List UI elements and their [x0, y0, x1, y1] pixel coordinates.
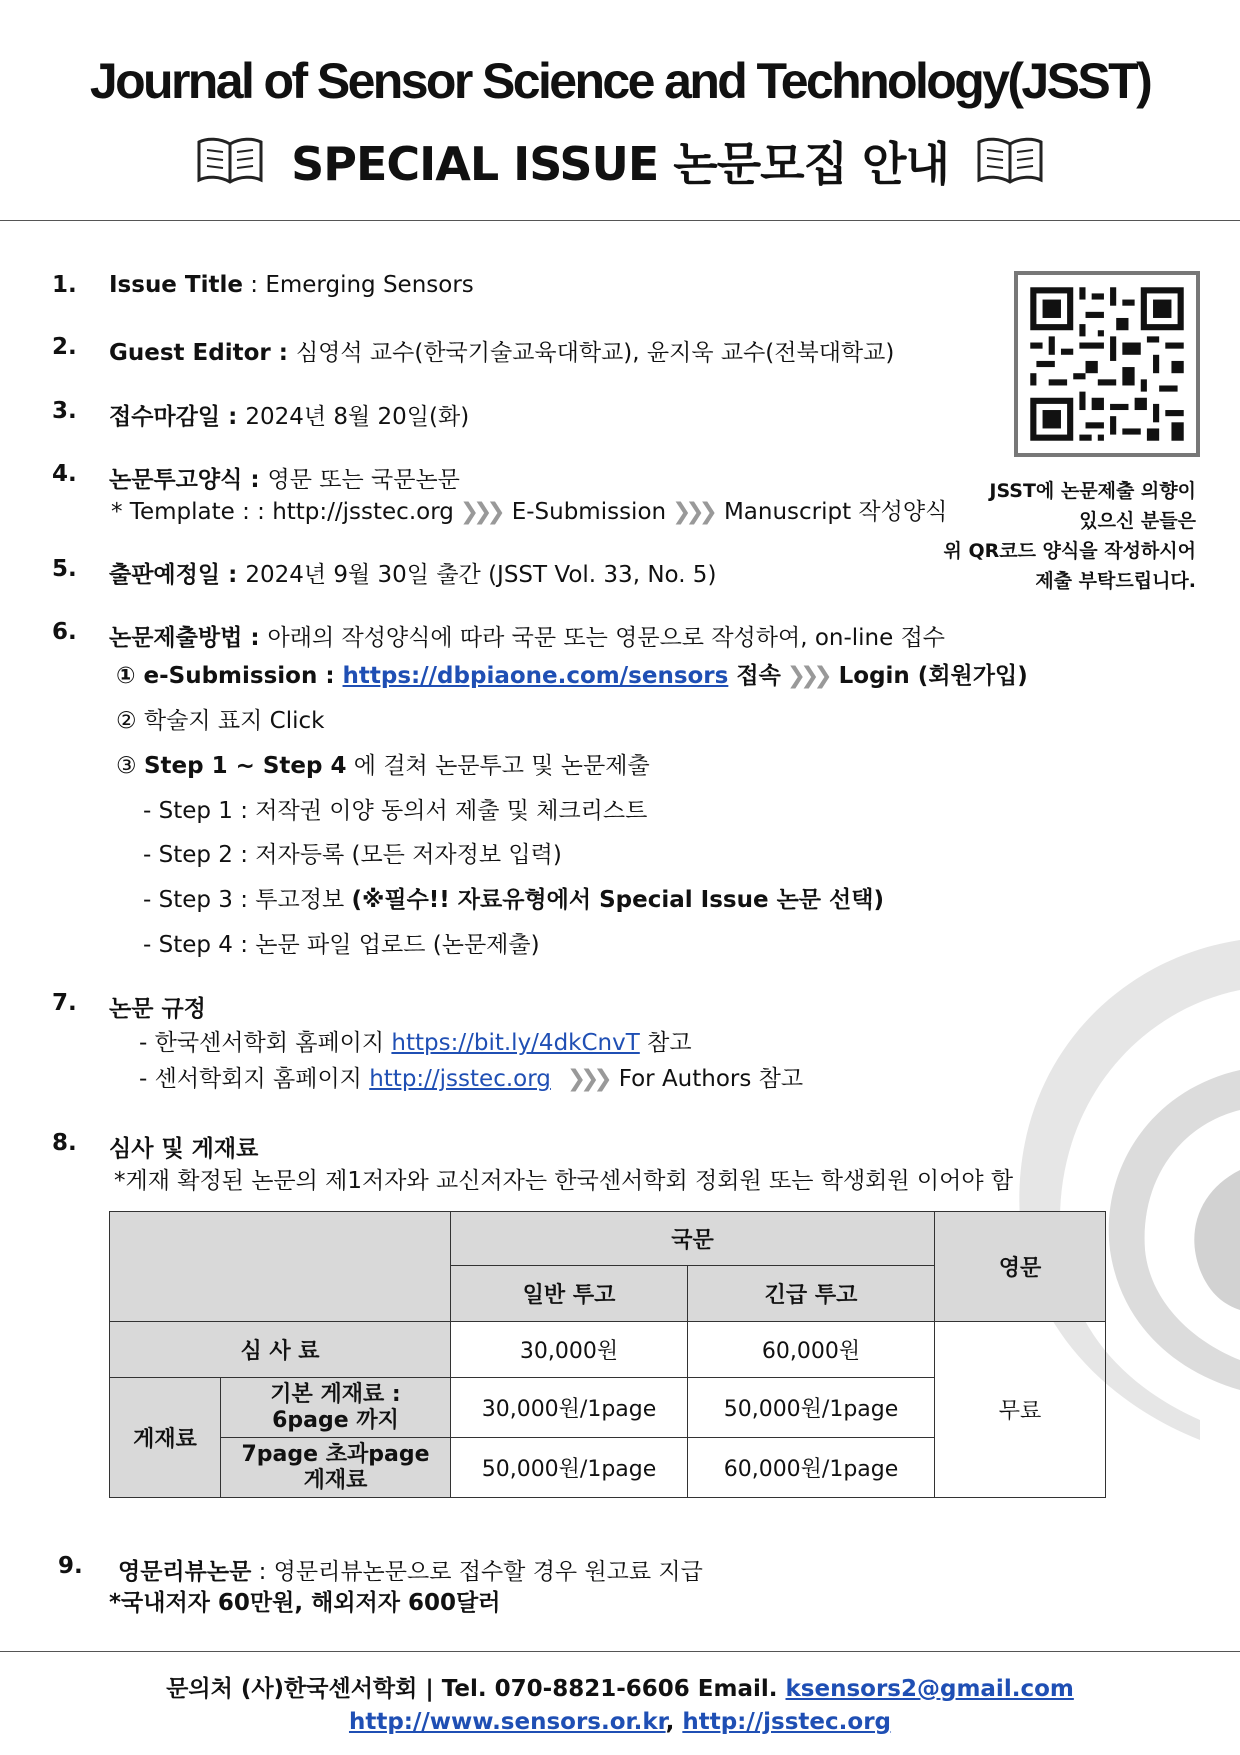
header-normal: 일반 투고 — [451, 1266, 688, 1322]
method-1-prefix: ① e-Submission : — [116, 663, 343, 689]
journal-title: Journal of Sensor Science and Technology(JSST) — [89, 53, 1151, 109]
method-1-end: Login (회원가입) — [838, 663, 1028, 689]
format-label: 논문투고양식 : — [109, 467, 268, 493]
qr-note-line: 위 QR코드 양식을 작성하시어 — [943, 540, 1196, 562]
item-number: 4. — [52, 461, 77, 487]
qr-note-line: 있으신 분들은 — [1079, 510, 1196, 532]
template-path — [111, 493, 947, 526]
qr-note-line: JSST에 논문제출 의향이 — [989, 480, 1196, 502]
template-prefix: * Template : : http://jsstec.org — [111, 499, 454, 525]
fee-table-corner — [110, 1212, 451, 1322]
header-divider — [0, 220, 1240, 221]
method-step-3 — [116, 747, 650, 780]
row-basic-fee: 기본 게재료 : 6page 까지 — [221, 1378, 451, 1438]
guest-editor-value: 심영석 교수(한국기술교육대학교), 윤지욱 교수(전북대학교) — [295, 340, 895, 366]
page-subtitle: SPECIAL ISSUE 논문모집 안내 — [291, 137, 949, 191]
english-fee: 무료 — [935, 1322, 1106, 1498]
item-number: 8. — [52, 1130, 77, 1156]
method-label: 논문제출방법 : — [109, 625, 268, 651]
publish-label: 출판예정일 : — [109, 562, 246, 588]
issue-title-label: Issue Title — [109, 272, 243, 298]
qr-note-line: 제출 부탁드립니다. — [1035, 570, 1196, 592]
qr-pattern — [1018, 275, 1196, 453]
publish-date — [109, 556, 716, 589]
step-2: - Step 2 : 저자등록 (모든 저자정보 입력) — [143, 842, 562, 868]
paper-format — [109, 461, 460, 494]
rules-2-prefix: - 센서학회지 홈페이지 — [139, 1066, 370, 1092]
chevron-right-icon: ❯❯❯ — [786, 663, 827, 689]
email-link[interactable]: ksensors2@gmail.com — [785, 1676, 1074, 1702]
row-publication-fee: 게재료 — [110, 1378, 221, 1498]
item-number: 5. — [52, 556, 77, 582]
esubmission-link[interactable]: https://dbpiaone.com/sensors — [342, 663, 729, 689]
rules-line-1 — [139, 1024, 692, 1057]
method-1-mid: 접속 — [728, 663, 781, 689]
footer-divider — [0, 1651, 1240, 1652]
header-urgent: 긴급 투고 — [688, 1266, 935, 1322]
chevron-right-icon: ❯❯❯ — [672, 499, 712, 525]
item-number: 3. — [52, 398, 77, 424]
url-separator: , — [665, 1709, 683, 1735]
review-note: *국내저자 60만원, 해외저자 600달러 — [109, 1590, 501, 1616]
basic-urgent-fee: 50,000원/1page — [688, 1378, 935, 1438]
item-number: 9. — [58, 1553, 83, 1579]
method-step-2: ② 학술지 표지 Click — [116, 708, 325, 734]
issue-title-value: : Emerging Sensors — [242, 272, 474, 298]
extra-normal-fee: 50,000원/1page — [451, 1438, 688, 1498]
footer-urls — [0, 1709, 1240, 1735]
row-extra-fee: 7page 초과page 게재료 — [221, 1438, 451, 1498]
book-icon — [195, 134, 265, 188]
submission-method — [109, 619, 945, 652]
guest-editor — [109, 334, 894, 367]
fee-note: *게재 확정된 논문의 제1저자와 교신저자는 한국센서학회 정회원 또는 학생회원 이어야 함 — [114, 1168, 1014, 1194]
chevron-right-icon: ❯❯❯ — [566, 1066, 607, 1092]
template-step2: Manuscript 작성양식 — [723, 499, 948, 525]
qr-code[interactable] — [1014, 271, 1200, 457]
review-value: : 영문리뷰논문으로 접수할 경우 원고료 지급 — [251, 1559, 703, 1585]
publish-value: 2024년 9월 30일 출간 (JSST Vol. 33, No. 5) — [245, 562, 717, 588]
rules-label: 논문 규정 — [109, 996, 206, 1022]
step-1: - Step 1 : 저작권 이양 동의서 제출 및 체크리스트 — [143, 798, 648, 824]
header-english: 영문 — [935, 1212, 1106, 1322]
rules-1-suffix: 참고 — [639, 1030, 692, 1056]
method-3-prefix: ③ — [116, 753, 144, 779]
item-number: 7. — [52, 990, 77, 1016]
guest-editor-label: Guest Editor : — [109, 340, 296, 366]
step-3-prefix: - Step 3 : 투고정보 — [143, 887, 352, 913]
method-3-bold: Step 1 ~ Step 4 — [143, 753, 347, 779]
contact-line — [0, 1670, 1240, 1703]
step-3-bold: (※필수!! 자료유형에서 Special Issue 논문 선택) — [351, 887, 884, 913]
header-domestic: 국문 — [451, 1212, 935, 1266]
basic-normal-fee: 30,000원/1page — [451, 1378, 688, 1438]
deadline-value: 2024년 8월 20일(화) — [245, 404, 470, 430]
chevron-right-icon: ❯❯❯ — [459, 499, 500, 525]
item-number: 6. — [52, 619, 77, 645]
format-value: 영문 또는 국문논문 — [267, 467, 460, 493]
template-step1: E-Submission — [511, 499, 667, 525]
review-paper — [118, 1553, 703, 1586]
review-urgent-fee: 60,000원 — [688, 1322, 935, 1378]
method-step-1 — [116, 657, 1028, 690]
rules-2-suffix: For Authors 참고 — [618, 1066, 804, 1092]
review-normal-fee: 30,000원 — [451, 1322, 688, 1378]
method-value: 아래의 작성양식에 따라 국문 또는 영문으로 작성하여, on-line 접수 — [267, 625, 946, 651]
subtitle-row — [0, 128, 1240, 194]
book-icon — [975, 134, 1045, 188]
rules-1-prefix: - 한국센서학회 홈페이지 — [139, 1030, 392, 1056]
fee-table — [109, 1211, 1106, 1498]
deadline-label: 접수마감일 : — [109, 404, 246, 430]
issue-title — [109, 272, 474, 298]
step-4: - Step 4 : 논문 파일 업로드 (논문제출) — [143, 932, 540, 958]
item-number: 2. — [52, 334, 77, 360]
row-review-fee: 심 사 료 — [110, 1322, 451, 1378]
rules-line-2 — [139, 1060, 803, 1093]
item-number: 1. — [52, 272, 77, 298]
review-label: 영문리뷰논문 — [118, 1559, 252, 1585]
step-3 — [143, 881, 884, 914]
jsstec-site-link[interactable]: http://jsstec.org — [682, 1709, 892, 1735]
method-3-rest: 에 걸쳐 논문투고 및 논문제출 — [346, 753, 650, 779]
extra-urgent-fee: 60,000원/1page — [688, 1438, 935, 1498]
sensors-site-link[interactable]: http://www.sensors.or.kr — [348, 1709, 666, 1735]
deadline — [109, 398, 469, 431]
fee-label: 심사 및 게재료 — [109, 1136, 259, 1162]
jsst-homepage-link[interactable]: http://jsstec.org — [369, 1066, 551, 1092]
contact-prefix: 문의처 (사)한국센서학회 | Tel. 070-8821-6606 Email. — [166, 1676, 786, 1702]
kss-homepage-link[interactable]: https://bit.ly/4dkCnvT — [391, 1030, 640, 1056]
